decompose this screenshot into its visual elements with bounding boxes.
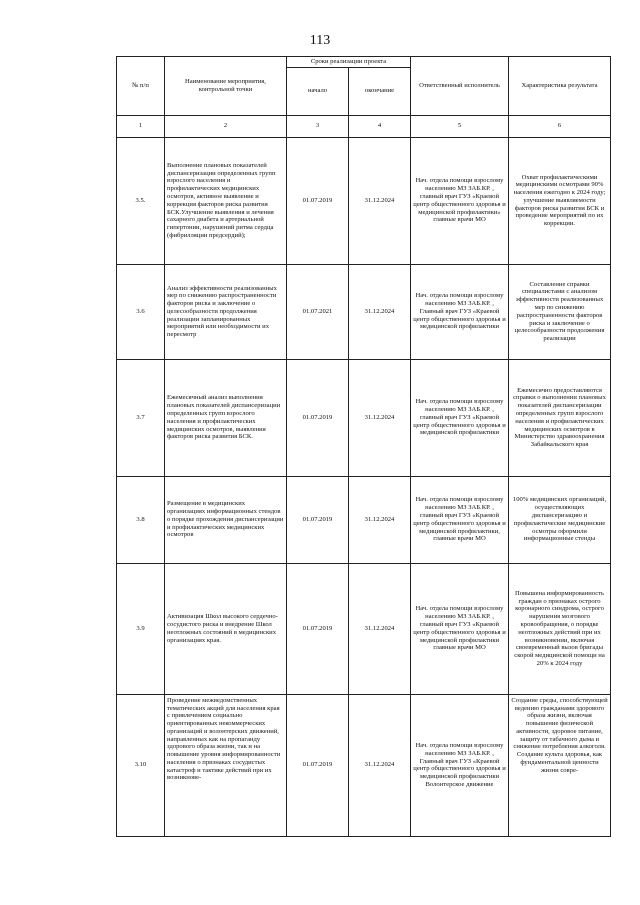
row-number: 3.8 [117,476,165,563]
executor: Нач. отдела помощи взрослому населению МЗ ЗАБ.КР. , главный врач ГУЗ «Краевой центр общественного здоровья и медицинской профилактики [411,359,509,476]
action-name: Размещение в медицинских организациях информационных стендов о порядке прохождения диспансеризации и профилактических медицинских осмотров [165,476,287,563]
row-number: 3.6 [117,264,165,359]
page-number: 113 [309,33,331,48]
start-date: 01.07.2019 [287,359,349,476]
action-name: Проведение межведомственных тематических акций для населения края с привлечением социально ориентированных некоммерческих организаций и волонтерских движений, направленных как на пропаганду здорового образа жизни, так и на повышение уровня информированности населения о признаках сосудистых катастроф и тактике действий при их возникнове- [165,694,287,836]
end-date: 31.12.2024 [349,137,411,264]
row-number: 3.9 [117,563,165,694]
executor: Нач. отдела помощи взрослому населению МЗ ЗАБ.КР. , Главный врач ГУЗ «Краевой центр общественного здоровья и медицинской профилактики Волонтерское движение [411,694,509,836]
action-name: Выполнение плановых показателей диспансеризации определенных групп взрослого населения и профилактических медицинских осмотров, активное выявление и коррекция факторов риска развития БСК.Улучшение выявления и лечения сахарного диабета и артериальной гипертонии, нарушений ритма сердца (фибрилляции предсердий); [165,137,287,264]
column-number: 5 [411,115,509,137]
header-result: Характеристика результата [509,57,611,116]
header-end: окончание [349,67,411,115]
row-number: 3.7 [117,359,165,476]
start-date: 01.07.2021 [287,264,349,359]
table-row [117,476,611,563]
result: Создание среды, способствующей ведению гражданами здорового образа жизни, включая повышение физической активности, здоровое питание, защиту от табачного дыма и снижение потребления алкоголя. Создание культа здоровья, как фундаментальной ценности жизни совре- [509,694,611,836]
result: Составление справки специалистами с анализом эффективности реализованных мер по снижению распространенности факторов риска и заключение о целесообразности продолжения реализации [509,264,611,359]
result: 100% медицинских организаций, осуществляющих диспансеризацию и профилактические медицинские осмотры оформили информационные стенды [509,476,611,563]
table-row [117,694,611,836]
action-name: Активизация Школ высокого сердечно-сосудистого риска и внедрение Школ неотложных состояний в медицинских организациях края. [165,563,287,694]
column-number: 2 [165,115,287,137]
start-date: 01.07.2019 [287,563,349,694]
column-number: 3 [287,115,349,137]
start-date: 01.07.2019 [287,694,349,836]
executor: Нач. отдела помощи взрослому населению МЗ ЗАБ.КР. , главный врач ГУЗ «Краевой центр общественного здоровья и медицинской профилактики главные врачи МО [411,563,509,694]
result: Охват профилактическими медицинскими осмотрами 90% населения ежегодно к 2024 году; улучшение выявляемости факторов риска развития БСК и проведение мероприятий по их коррекции. [509,137,611,264]
column-number: 6 [509,115,611,137]
action-name: Ежемесячный анализ выполнения плановых показателей диспансеризации определенных групп взрослого населения и профилактических медицинских осмотров, выявления факторов риска развития БСК. [165,359,287,476]
table-row [117,137,611,264]
start-date: 01.07.2019 [287,137,349,264]
result: Повышена информированность граждан о признаках острого коронарного синдрома, острого нарушения мозгового кровообращения, о порядке неотложных действий при их возникновении, включая своевременный вызов бригады скорой медицинской помощи на 20% к 2024 году [509,563,611,694]
header-start: начало [287,67,349,115]
end-date: 31.12.2024 [349,264,411,359]
action-name: Анализ эффективности реализованных мер по снижению распространенности факторов риска и заключение о целесообразности продолжения реализации запланированных мероприятий или необходимости их пересмотр [165,264,287,359]
action-plan-table [116,56,611,837]
row-number: 3.10 [117,694,165,836]
table-row [117,264,611,359]
end-date: 31.12.2024 [349,359,411,476]
executor: Нач. отдела помощи взрослому населению МЗ ЗАБ.КР. , Главный врач ГУЗ «Краевой центр общественного здоровья и медицинской профилактики [411,264,509,359]
result: Ежемесячно предоставляются справки о выполнении плановых показателей диспансеризации определенных групп взрослого населения и профилактических медицинских осмотров в Министерство здравоохранения Забайкальского края [509,359,611,476]
column-number-row [117,115,611,137]
end-date: 31.12.2024 [349,476,411,563]
column-number: 1 [117,115,165,137]
header-executor: Ответственный исполнитель [411,57,509,116]
header-deadlines: Сроки реализации проекта [287,57,411,68]
start-date: 01.07.2019 [287,476,349,563]
row-number: 3.5. [117,137,165,264]
executor: Нач. отдела помощи взрослому населению МЗ ЗАБ.КР. , главный врач ГУЗ «Краевой центр общественного здоровья и медицинской профилактики, главные врачи МО [411,476,509,563]
executor: Нач. отдела помощи взрослому населению МЗ ЗАБ.КР. , главный врач ГУЗ «Краевой центр общественного здоровья и медицинской профилактики» главные врачи МО [411,137,509,264]
end-date: 31.12.2024 [349,694,411,836]
header-name: Наименование мероприятия, контрольной точки [165,57,287,116]
header-num: № п/п [117,57,165,116]
end-date: 31.12.2024 [349,563,411,694]
table-row [117,563,611,694]
column-number: 4 [349,115,411,137]
table-row [117,359,611,476]
